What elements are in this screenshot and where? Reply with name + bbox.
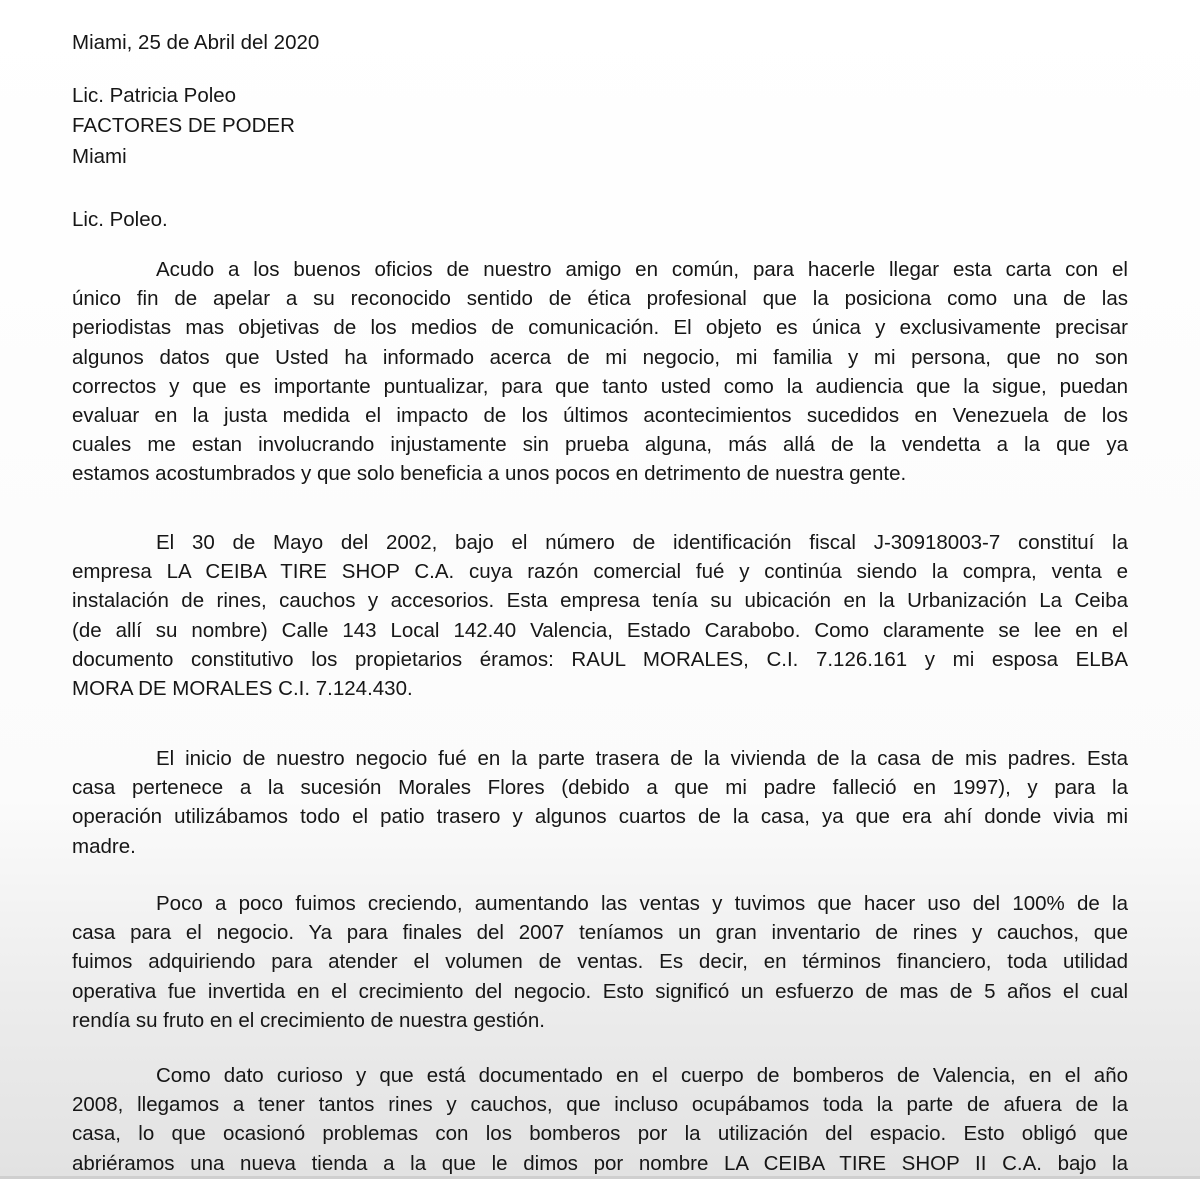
- paragraph-4-line: operativa fue invertida en el crecimiento del negocio. Esto significó un esfuerzo de mas de 5 años el cual: [72, 979, 1128, 1003]
- place-date: Miami, 25 de Abril del 2020: [72, 31, 320, 54]
- paragraph-2-line: MORA DE MORALES C.I. 7.124.430.: [72, 677, 413, 700]
- paragraph-1-line: estamos acostumbrados y que solo beneficia a unos pocos en detrimento de nuestra gente.: [72, 462, 907, 486]
- salutation: Lic. Poleo.: [72, 208, 168, 231]
- paragraph-1-line: único fin de apelar a su reconocido sentido de ética profesional que la posiciona como una de las: [72, 287, 1128, 311]
- recipient-name: Lic. Patricia Poleo: [72, 84, 237, 107]
- paragraph-1-line: periodistas mas objetivas de los medios de comunicación. El objeto es única y exclusivamente precisar: [72, 316, 1128, 340]
- paragraph-2-line: documento constitutivo los propietarios éramos: RAUL MORALES, C.I. 7.126.161 y mi esposa ELBA: [72, 647, 1128, 671]
- paragraph-4-line: rendía su fruto en el crecimiento de nuestra gestión.: [72, 1008, 545, 1032]
- paragraph-3-line: casa pertenece a la sucesión Morales Flores (debido a que mi padre falleció en 1997), y para la: [72, 776, 1128, 800]
- paragraph-3-line: El inicio de nuestro negocio fué en la parte trasera de la vivienda de la casa de mis padres. Esta: [156, 747, 1128, 770]
- paragraph-5-line: abriéramos una nueva tienda a la que le dimos por nombre LA CEIBA TIRE SHOP II C.A. bajo la: [72, 1151, 1128, 1175]
- paragraph-3-line: madre.: [72, 834, 136, 858]
- paragraph-5-line: casa, lo que ocasionó problemas con los bomberos por la utilización del espacio. Esto obligó que: [72, 1122, 1128, 1146]
- paragraph-1-line: Acudo a los buenos oficios de nuestro amigo en común, para hacerle llegar esta carta con el: [156, 258, 1128, 281]
- paragraph-4-line: casa para el negocio. Ya para finales del 2007 teníamos un gran inventario de rines y cauchos, que: [72, 921, 1128, 945]
- paragraph-1-line: correctos y que es importante puntualizar, para que tanto usted como la audiencia que la sigue, puedan: [72, 374, 1128, 398]
- paragraph-3-line: operación utilizábamos todo el patio trasero y algunos cuartos de la casa, ya que era ahí donde vivia mi: [72, 805, 1128, 829]
- paragraph-1-line: algunos datos que Usted ha informado acerca de mi negocio, mi familia y mi persona, que no son: [72, 345, 1128, 369]
- recipient-organization: FACTORES DE PODER: [72, 114, 295, 137]
- paragraph-1-line: cuales me estan involucrando injustamente sin prueba alguna, más allá de la vendetta a la que ya: [72, 433, 1128, 457]
- paragraph-5-line: 2008, llegamos a tener tantos rines y cauchos, que incluso ocupábamos toda la parte de afuera de la: [72, 1093, 1128, 1117]
- recipient-city: Miami: [72, 145, 127, 168]
- paragraph-1-line: evaluar en la justa medida el impacto de los últimos acontecimientos sucedidos en Venezuela de los: [72, 404, 1128, 427]
- paragraph-2-line: (de allí su nombre) Calle 143 Local 142.40 Valencia, Estado Carabobo. Como claramente se lee en el: [72, 618, 1128, 642]
- paragraph-4-line: fuimos adquiriendo para atender el volumen de ventas. Es decir, en términos financiero, toda utilidad: [72, 950, 1128, 974]
- paragraph-4-line: Poco a poco fuimos creciendo, aumentando las ventas y tuvimos que hacer uso del 100% de la: [156, 892, 1128, 915]
- paragraph-5-line: Como dato curioso y que está documentado en el cuerpo de bomberos de Valencia, en el año: [156, 1064, 1128, 1087]
- paragraph-2-line: instalación de rines, cauchos y accesorios. Esta empresa tenía su ubicación en la Urbanización La Ceiba: [72, 589, 1128, 613]
- paragraph-2-line: El 30 de Mayo del 2002, bajo el número de identificación fiscal J-30918003-7 constituí la: [156, 531, 1128, 554]
- paragraph-2-line: empresa LA CEIBA TIRE SHOP C.A. cuya razón comercial fué y continúa siendo la compra, venta e: [72, 560, 1128, 584]
